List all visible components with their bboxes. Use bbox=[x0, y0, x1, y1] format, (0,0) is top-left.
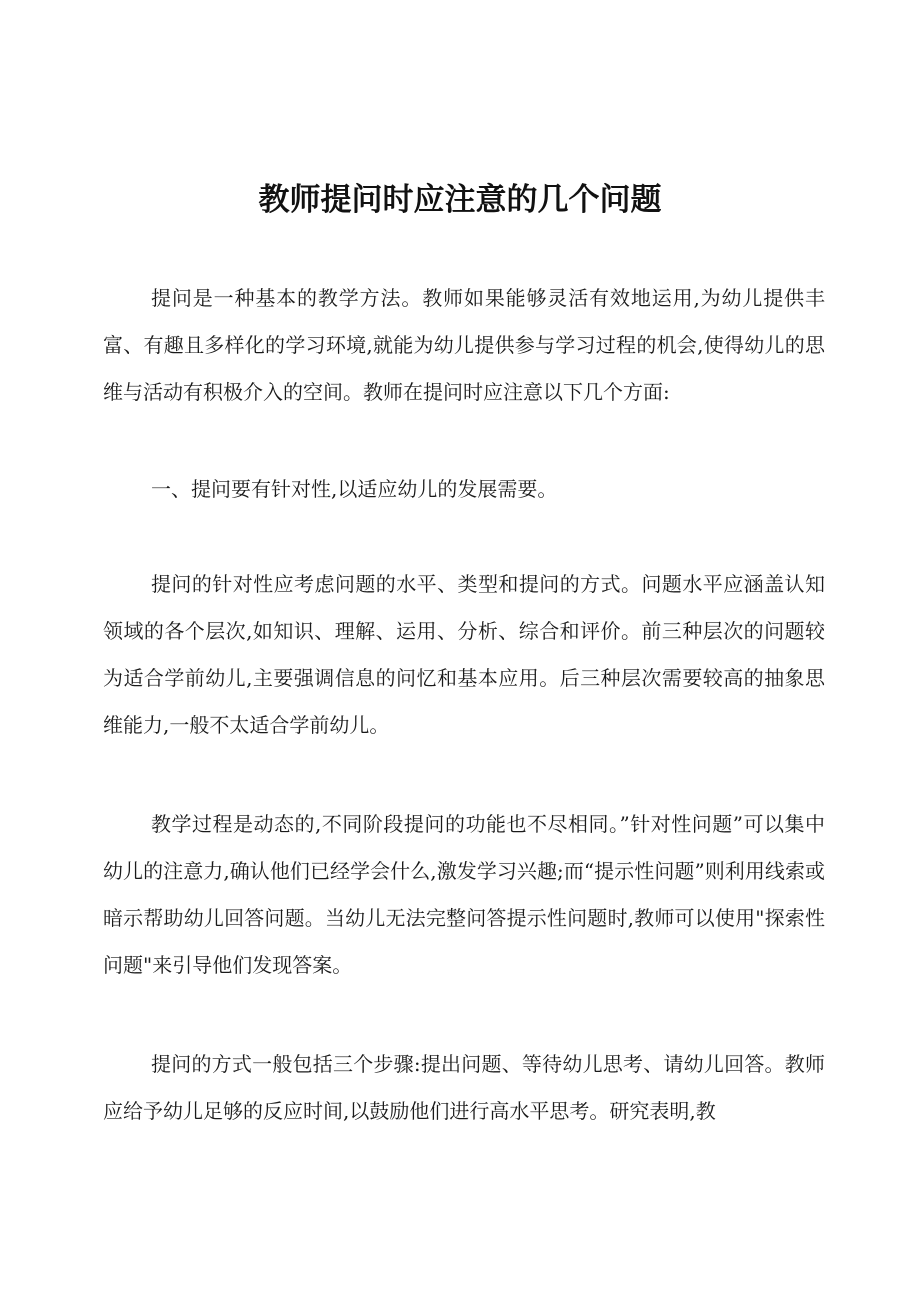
paragraph-question-types: 教学过程是动态的,不同阶段提问的功能也不尽相同。”针对性问题”可以集中幼儿的注意力,确认他们已经学会什么,激发学习兴趣;而“提示性问题”则利用线索或暗示帮助幼儿回答问题。当幼儿无法完整问答提示性问题时,教师可以使用"探索性问题"来引导他们发现答案。 bbox=[103, 812, 825, 977]
paragraph-question-level: 提问的针对性应考虑问题的水平、类型和提问的方式。问题水平应涵盖认知领域的各个层次,如知识、理解、运用、分析、综合和评价。前三种层次的问题较为适合学前幼儿,主要强调信息的问忆和基本应用。后三种层次需要较高的抽象思维能力,一般不太适合学前幼儿。 bbox=[103, 572, 825, 737]
paragraph-intro: 提问是一种基本的教学方法。教师如果能够灵活有效地运用,为幼儿提供丰富、有趣且多样化的学习环境,就能为幼儿提供参与学习过程的机会,使得幼儿的思维与活动有积极介入的空间。教师在提问时应注意以下几个方面: bbox=[103, 286, 825, 404]
paragraph-question-method: 提问的方式一般包括三个步骤:提出问题、等待幼儿思考、请幼儿回答。教师应给予幼儿足够的反应时间,以鼓励他们进行高水平思考。研究表明,教 bbox=[103, 1052, 825, 1123]
document-title: 教师提问时应注意的几个问题 bbox=[258, 182, 662, 218]
section-heading-1: 一、提问要有针对性,以适应幼儿的发展需要。 bbox=[151, 477, 558, 501]
